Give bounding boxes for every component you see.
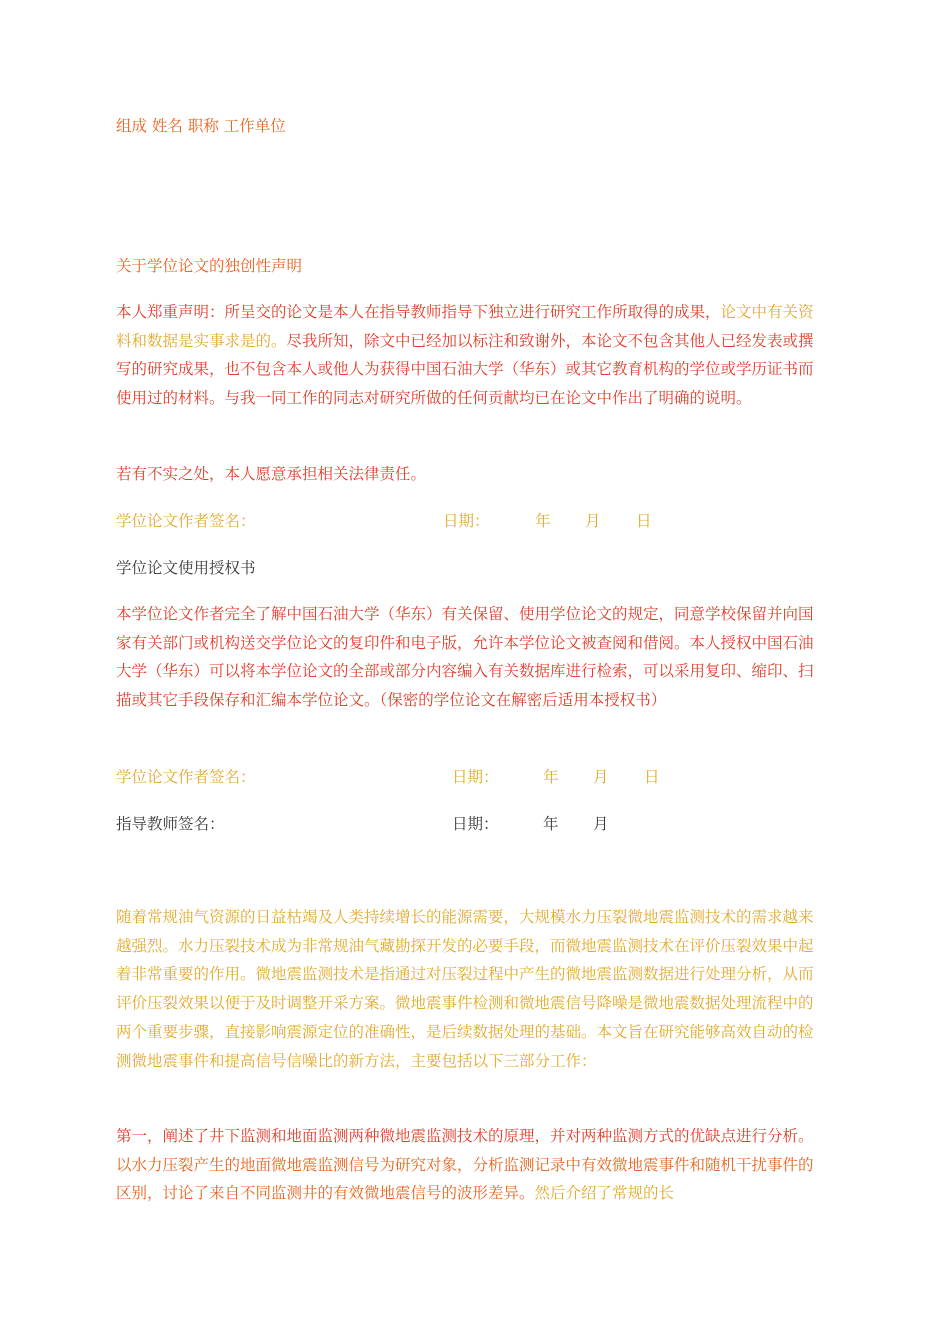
advisor-date-label: 日期： xyxy=(452,815,499,833)
authorization-title: 学位论文使用授权书 xyxy=(116,559,256,577)
abstract-text-2b: 以水力压裂产生的地面微地震监测信号为研究对象，分析监测记录中有效微地震事件和随机干扰事件的区别，讨论了来自不同监测井的有效微地震信号的波形差异。 xyxy=(116,1155,814,1203)
declaration-date-label: 日期： xyxy=(443,512,490,530)
declaration-paragraph xyxy=(116,298,828,413)
author-signature-label: 学位论文作者签名： xyxy=(116,768,256,786)
author-month: 月 xyxy=(593,768,609,786)
advisor-year: 年 xyxy=(543,815,559,833)
abstract-text-2a: 第一，阐述了井下监测和地面监测两种微地震监测技术的原理，并对两种监测方式的优缺点进行分析。 xyxy=(116,1127,814,1145)
declaration-title: 关于学位论文的独创性声明 xyxy=(116,257,303,275)
advisor-signature-label: 指导教师签名： xyxy=(116,815,225,833)
declaration-signature-label: 学位论文作者签名： xyxy=(116,512,256,530)
declaration-text-3: 尽我所知，除文中已经加以标注和致谢外，本论文不包含其他人已经发表或撰写的研究成果，也不包含本人或他人为获得中国石油大学（华东）或其它教育机构的学位或学历证书而使用过的材料。与我一同工作的同志对研究所做的任何贡献均已在论文中作出了明确的说明。 xyxy=(116,331,814,408)
abstract-paragraph-2 xyxy=(116,1122,828,1208)
author-day: 日 xyxy=(644,768,660,786)
author-date-label: 日期： xyxy=(452,768,499,786)
declaration-month: 月 xyxy=(585,512,601,530)
declaration-year: 年 xyxy=(535,512,551,530)
committee-header: 组成 姓名 职称 工作单位 xyxy=(116,117,286,135)
advisor-month: 月 xyxy=(593,815,609,833)
abstract-text-1: 随着常规油气资源的日益枯竭及人类持续增长的能源需要，大规模水力压裂微地震监测技术的需求越来越强烈。水力压裂技术成为非常规油气藏勘探开发的必要手段，而微地震监测技术在评价压裂效果中起着非常重要的作用。微地震监测技术是指通过对压裂过程中产生的微地震监测数据进行处理分析，从而评价压裂效果以便于及时调整开采方案。微地震事件检测和微地震信号降噪是微地震数据处理流程中的两个重要步骤，直接影响震源定位的准确性，是后续数据处理的基础。本文旨在研究能够高效自动的检测微地震事件和提高信号信噪比的新方法，主要包括以下三部分工作： xyxy=(116,908,814,1070)
declaration-text-1: 本人郑重声明：所呈交的论文是本人在指导教师指导下独立进行研究工作所取得的成果， xyxy=(116,303,721,321)
liability-statement: 若有不实之处，本人愿意承担相关法律责任。 xyxy=(116,465,427,483)
abstract-text-2c: 然后介绍了常规的长 xyxy=(534,1184,675,1203)
abstract-paragraph-1 xyxy=(116,903,828,1075)
authorization-paragraph: 本学位论文作者完全了解中国石油大学（华东）有关保留、使用学位论文的规定，同意学校保留并向国家有关部门或机构送交学位论文的复印件和电子版，允许本学位论文被查阅和借阅。本人授权中国石油大学（华东）可以将本学位论文的全部或部分内容编入有关数据库进行检索，可以采用复印、缩印、扫描或其它手段保存和汇编本学位论文。（保密的学位论文在解密后适用本授权书） xyxy=(116,605,814,710)
declaration-text-2: 论文中有关资料和数据是实事求是的。 xyxy=(116,303,814,350)
author-year: 年 xyxy=(543,768,559,786)
declaration-day: 日 xyxy=(636,512,652,530)
